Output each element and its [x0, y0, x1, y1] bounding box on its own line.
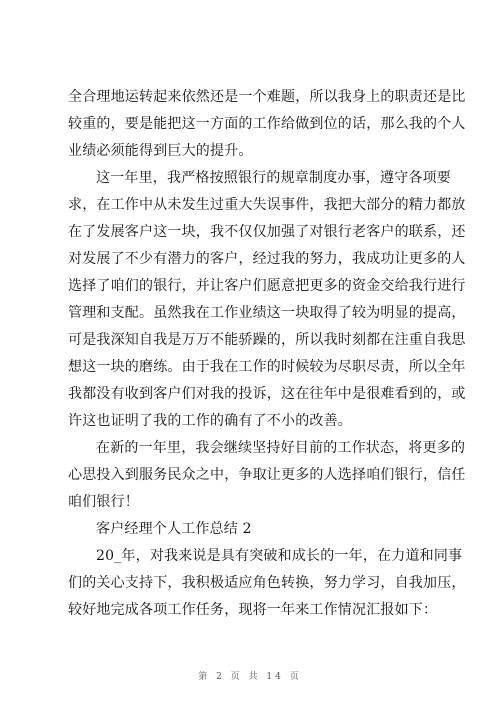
text-line: 较好地完成各项工作任务，现将一年来工作情况汇报如下：	[68, 602, 438, 618]
text-line: 们的关心支持下，我积极适应角色转换，努力学习，自我加压，	[68, 575, 466, 591]
text-line: 选择了咱们的银行，并让客户们愿意把更多的资金交给我行进行	[68, 278, 466, 294]
text-line: 心思投入到服务民众之中，争取让更多的人选择咱们银行，信任	[68, 467, 466, 483]
text-line: 较重的，要是能把这一方面的工作给做到位的话，那么我的个人	[68, 116, 466, 132]
text-line: 业绩必须能得到巨大的提升。	[68, 143, 253, 159]
text-line: 我都没有收到客户们对我的投诉，这在往年中是很难看到的，或	[68, 386, 466, 402]
section-heading: 客户经理个人工作总结 2	[96, 521, 252, 537]
text-line: 咱们银行！	[68, 494, 139, 510]
text-line: 求，在工作中从未发生过重大失误事件，我把大部分的精力都放	[68, 197, 466, 213]
page-number-footer: 第 2 页 共 14 页	[198, 672, 302, 682]
text-line: 在了发展客户这一块，我不仅仅加强了对银行老客户的联系，还	[68, 224, 466, 240]
document-body	[68, 84, 466, 624]
text-line: 全合理地运转起来依然还是一个难题，所以我身上的职责还是比	[68, 89, 466, 105]
paragraph-start-line: 这一年里，我严格按照银行的规章制度办事，遵守各项要	[96, 170, 451, 186]
text-line: 想这一块的磨练。由于我在工作的时候较为尽职尽责，所以全年	[68, 359, 466, 375]
paragraph-start-line: 在新的一年里，我会继续坚持好目前的工作状态，将更多的	[96, 440, 466, 456]
text-line: 许这也证明了我的工作的确有了不小的改善。	[68, 413, 352, 429]
paragraph-start-line: 20_年，对我来说是具有突破和成长的一年，在力道和同事	[96, 548, 463, 564]
text-line: 管理和支配。虽然我在工作业绩这一块取得了较为明显的提高，	[68, 305, 466, 321]
text-line: 对发展了不少有潜力的客户，经过我的努力，我成功让更多的人	[68, 251, 466, 267]
text-line: 可是我深知自我是万万不能骄躁的，所以我时刻都在注重自我思	[68, 332, 466, 348]
